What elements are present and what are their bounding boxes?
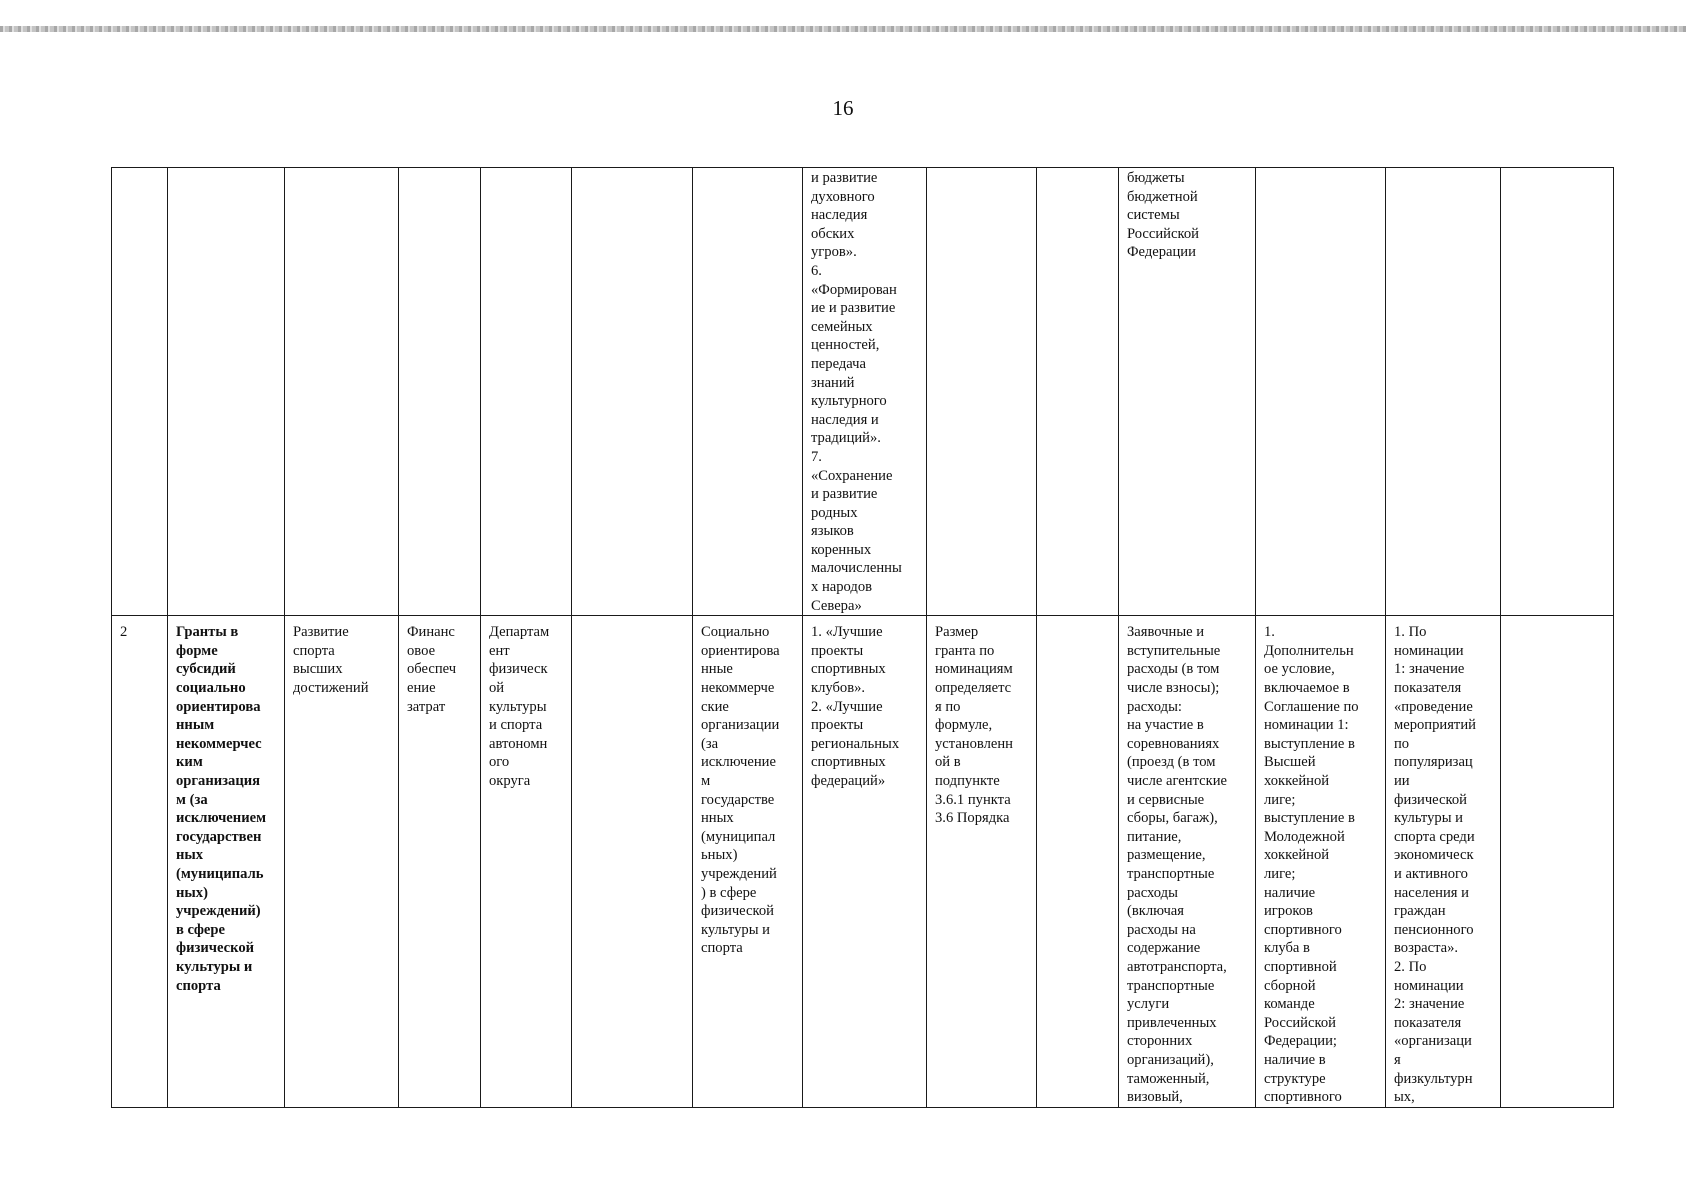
- cell-indicators: [1386, 168, 1501, 616]
- scan-edge-noise: [0, 26, 1686, 32]
- cell-grant-name: Гранты в форме субсидий социально ориентирова нным некоммерчес ким организация м (за исключением государствен ных (муниципаль ных) учреждений) в сфере физической культуры и спорта: [168, 616, 285, 1107]
- cell-empty-14: [1501, 616, 1614, 1107]
- table-row-2: [112, 616, 1614, 1107]
- cell-recipients: [693, 168, 803, 616]
- cell-purpose: [399, 168, 481, 616]
- cell-nominations: и развитие духовного наследия обских угров». 6. «Формирован ие и развитие семейных ценностей, передача знаний культурного наследия и традиций». 7. «Сохранение и развитие родных языков коренных малочисленны х народов Севера»: [803, 168, 927, 616]
- cell-empty-6: [572, 616, 693, 1107]
- page-number: 16: [832, 96, 854, 120]
- cell-empty-6: [572, 168, 693, 616]
- cell-empty-14: [1501, 168, 1614, 616]
- grants-table: [111, 167, 1614, 1108]
- cell-program: [285, 168, 399, 616]
- cell-department: Департам ент физическ ой культуры и спорта автономн ого округа: [481, 616, 572, 1107]
- cell-empty-10: [1037, 168, 1119, 616]
- cell-indicators: 1. По номинации 1: значение показателя «проведение мероприятий по популяризац ии физической культуры и спорта среди экономическ и активного населения и граждан пенсионного возраста». 2. По номинации 2: значение показателя «организаци я физкультурн ых,: [1386, 616, 1501, 1107]
- cell-grant-size: Размер гранта по номинациям определяетс я по формуле, установленн ой в подпункте 3.6.1 пункта 3.6 Порядка: [927, 616, 1037, 1107]
- cell-expenses: Заявочные и вступительные расходы (в том числе взносы); расходы: на участие в соревнованиях (проезд (в том числе агентские и сервисные сборы, багаж), питание, размещение, транспортные расходы (включая расходы на содержание автотранспорта, транспортные услуги привлеченных сторонних организаций), таможенный, визовый,: [1119, 616, 1256, 1107]
- cell-nominations: 1. «Лучшие проекты спортивных клубов». 2. «Лучшие проекты региональных спортивных федераций»: [803, 616, 927, 1107]
- cell-conditions: 1. Дополнительн ое условие, включаемое в Соглашение по номинации 1: выступление в Высшей хоккейной лиге; выступление в Молодежной хоккейной лиге; наличие игроков спортивного клуба в спортивной сборной команде Российской Федерации; наличие в структуре спортивного: [1256, 616, 1386, 1107]
- cell-expenses: бюджеты бюджетной системы Российской Федерации: [1119, 168, 1256, 616]
- cell-grant-size: [927, 168, 1037, 616]
- cell-number: 2: [112, 616, 168, 1107]
- cell-grant-name: [168, 168, 285, 616]
- cell-number: [112, 168, 168, 616]
- cell-recipients: Социально ориентирова нные некоммерче ские организации (за исключение м государстве нных (муниципал ьных) учреждений ) в сфере физической культуры и спорта: [693, 616, 803, 1107]
- cell-department: [481, 168, 572, 616]
- table-row-continued: [112, 168, 1614, 616]
- cell-conditions: [1256, 168, 1386, 616]
- cell-program: Развитие спорта высших достижений: [285, 616, 399, 1107]
- cell-purpose: Финанс овое обеспеч ение затрат: [399, 616, 481, 1107]
- cell-empty-10: [1037, 616, 1119, 1107]
